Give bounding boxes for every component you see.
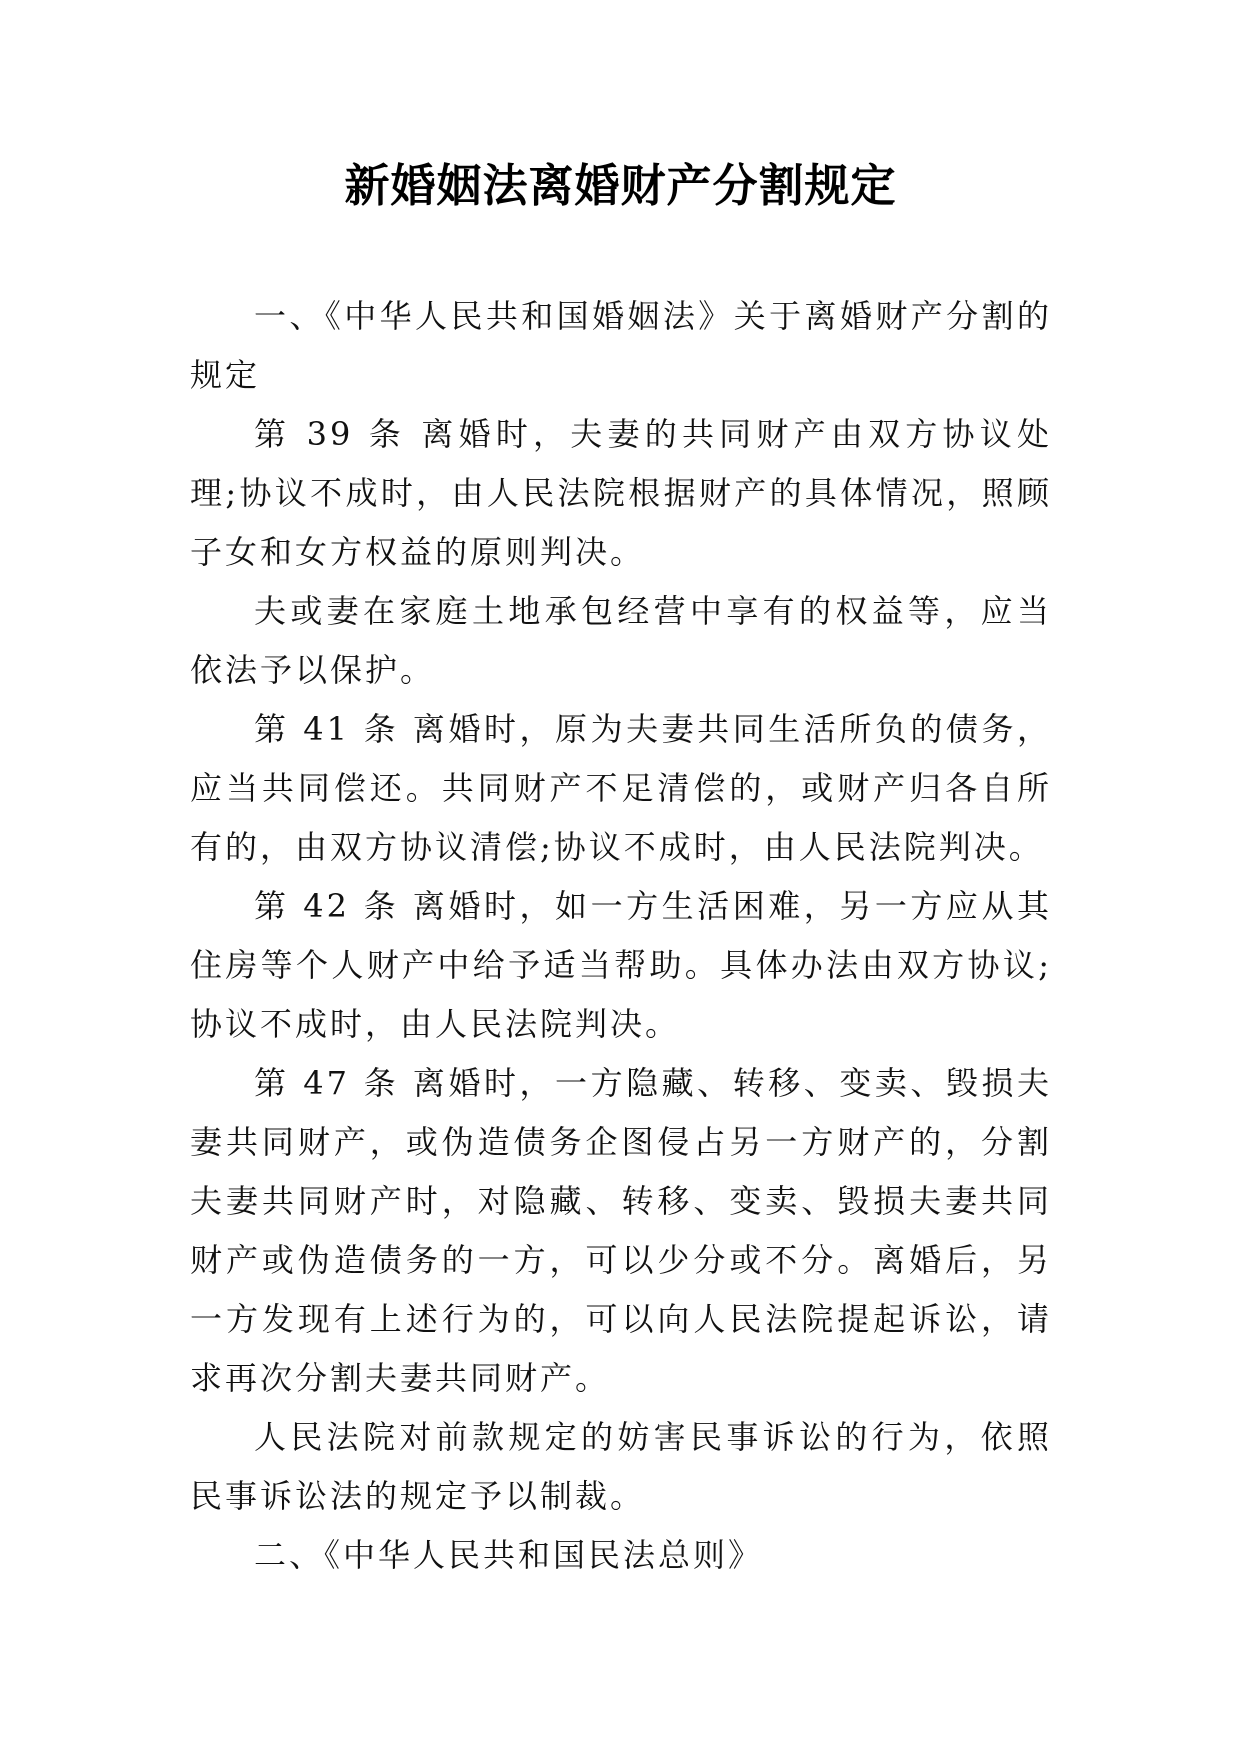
- article-42-paragraph: 第 42 条 离婚时，如一方生活困难，另一方应从其住房等个人财产中给予适当帮助。具体办法由双方协议;协议不成时，由人民法院判决。: [190, 887, 1052, 1043]
- article-41-paragraph: 第 41 条 离婚时，原为夫妻共同生活所负的债务，应当共同偿还。共同财产不足清偿的，或财产归各自所有的，由双方协议清偿;协议不成时，由人民法院判决。: [190, 710, 1052, 866]
- article-39-paragraph: 第 39 条 离婚时，夫妻的共同财产由双方协议处理;协议不成时，由人民法院根据财产的具体情况，照顾子女和女方权益的原则判决。: [190, 415, 1052, 571]
- article-39-clause-2: 夫或妻在家庭土地承包经营中享有的权益等，应当依法予以保护。: [190, 592, 1052, 689]
- article-47-paragraph: 第 47 条 离婚时，一方隐藏、转移、变卖、毁损夫妻共同财产，或伪造债务企图侵占另一方财产的，分割夫妻共同财产时，对隐藏、转移、变卖、毁损夫妻共同财产或伪造债务的一方，可以少分或不分。离婚后，另一方发现有上述行为的，可以向人民法院提起诉讼，请求再次分割夫妻共同财产。: [190, 1064, 1052, 1397]
- document-title: 新婚姻法离婚财产分割规定: [344, 159, 897, 212]
- section-heading-1: 一、《中华人民共和国婚姻法》关于离婚财产分割的规定: [190, 297, 1052, 394]
- article-47-clause-2: 人民法院对前款规定的妨害民事诉讼的行为，依照民事诉讼法的规定予以制裁。: [190, 1418, 1052, 1515]
- section-heading-2: 二、《中华人民共和国民法总则》: [254, 1536, 764, 1574]
- document-body: [190, 287, 1052, 1585]
